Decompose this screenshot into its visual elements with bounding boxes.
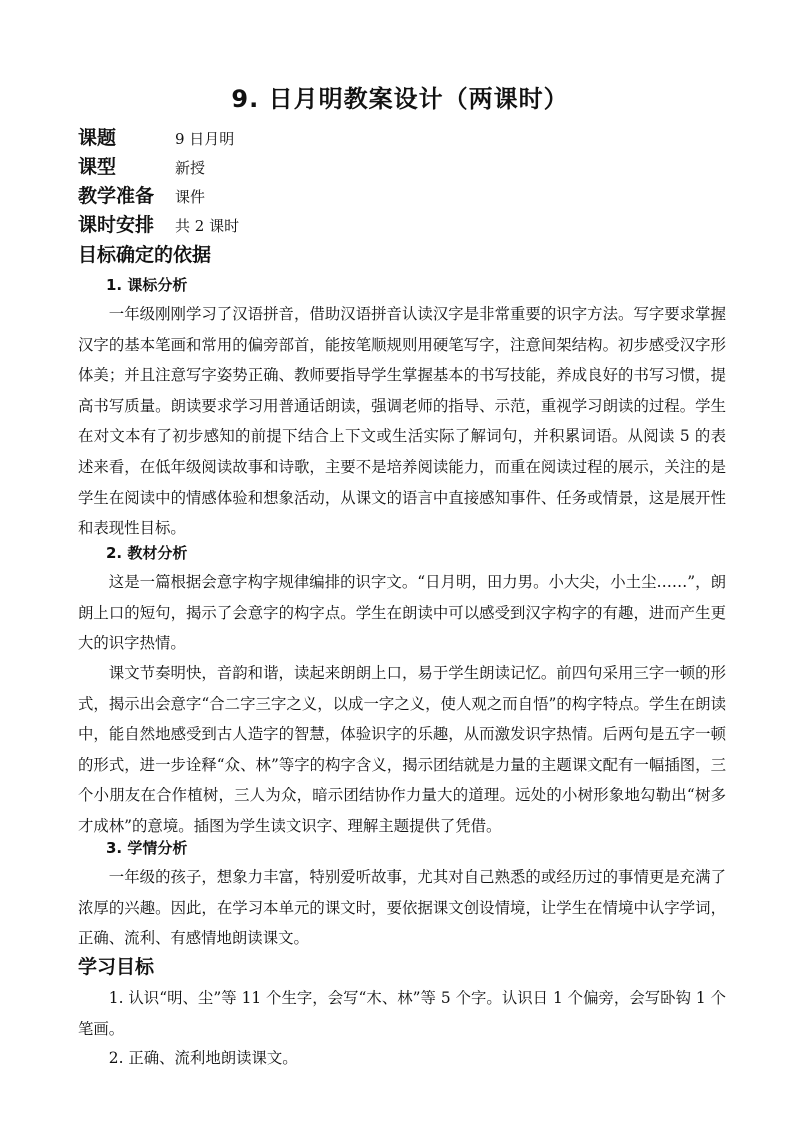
paragraph-textbook-2: 课文节奏明快，音韵和谐，读起来朗朗上口，易于学生朗读记忆。前四句采用三字一顿的形式，揭示出会意字“合二字三字之义，以成一字之义，使人观之而自悟”的构字特点。学生在朗读中，能自然地感受到古人造字的智慧，体验识字的乐趣，从而激发识字热情。后两句是五字一顿的形式，进一步诠释“众、林”等字的构字含义，揭示团结就是力量的主题课文配有一幅插图，三个小朋友在合作植树，三人为众，暗示团结协作力量大的道理。远处的小树形象地勾勒出“树多才成林”的意境。插图为学生读文识字、理解主题提供了凭借。	[78, 664, 726, 835]
meta-label: 课时安排	[78, 214, 155, 236]
section-heading-basis: 目标确定的依据	[78, 244, 212, 266]
subheading-curriculum: 1. 课标分析	[106, 276, 188, 294]
goal-item-1: 1. 认识“明、尘”等 11 个生字，会写“木、林”等 5 个字。认识日 1 个偏旁，会写卧钩 1 个笔画。	[78, 989, 726, 1038]
paragraph-curriculum: 一年级刚刚学习了汉语拼音，借助汉语拼音认读汉字是非常重要的识字方法。写字要求掌握汉字的基本笔画和常用的偏旁部首，能按笔顺规则用硬笔写字，注意间架结构。初步感受汉字形体美；并且注意写字姿势正确、教师要指导学生掌握基本的书写技能，养成良好的书写习惯，提高书写质量。朗读要求学习用普通话朗读，强调老师的指导、示范，重视学习朗读的过程。学生在对文本有了初步感知的前提下结合上下文或生活实际了解词句，并积累词语。从阅读 5 的表述来看，在低年级阅读故事和诗歌，主要不是培养阅读能力，而重在阅读过程的展示，关注的是学生在阅读中的情感体验和想象活动，从课文的语言中直接感知事件、任务或情景，这是展开性和表现性目标。	[78, 305, 726, 538]
subheading-students: 3. 学情分析	[106, 839, 188, 857]
section-heading-goals: 学习目标	[78, 956, 155, 978]
goal-item-2: 2. 正确、流利地朗读课文。	[108, 1049, 298, 1067]
document-title: 9. 日月明教案设计（两课时）	[231, 85, 569, 113]
meta-label: 课型	[78, 156, 117, 178]
meta-value: 共 2 课时	[175, 217, 240, 235]
subheading-textbook: 2. 教材分析	[106, 544, 188, 562]
paragraph-textbook-1: 这是一篇根据会意字构字规律编排的识字文。“日月明，田力男。小大尖，小土尘……”，朗朗上口的短句，揭示了会意字的构字点。学生在朗读中可以感受到汉字构字的有趣，进而产生更大的识字热情。	[78, 573, 726, 653]
meta-label: 课题	[78, 127, 117, 149]
meta-value: 新授	[175, 159, 206, 177]
paragraph-students: 一年级的孩子，想象力丰富，特别爱听故事，尤其对自己熟悉的或经历过的事情更是充满了浓厚的兴趣。因此，在学习本单元的课文时，要依据课文创设情境，让学生在情境中认字学词，正确、流利、有感情地朗读课文。	[78, 868, 726, 948]
meta-value: 课件	[175, 188, 206, 206]
meta-value: 9 日月明	[175, 130, 235, 148]
meta-label: 教学准备	[78, 185, 155, 207]
